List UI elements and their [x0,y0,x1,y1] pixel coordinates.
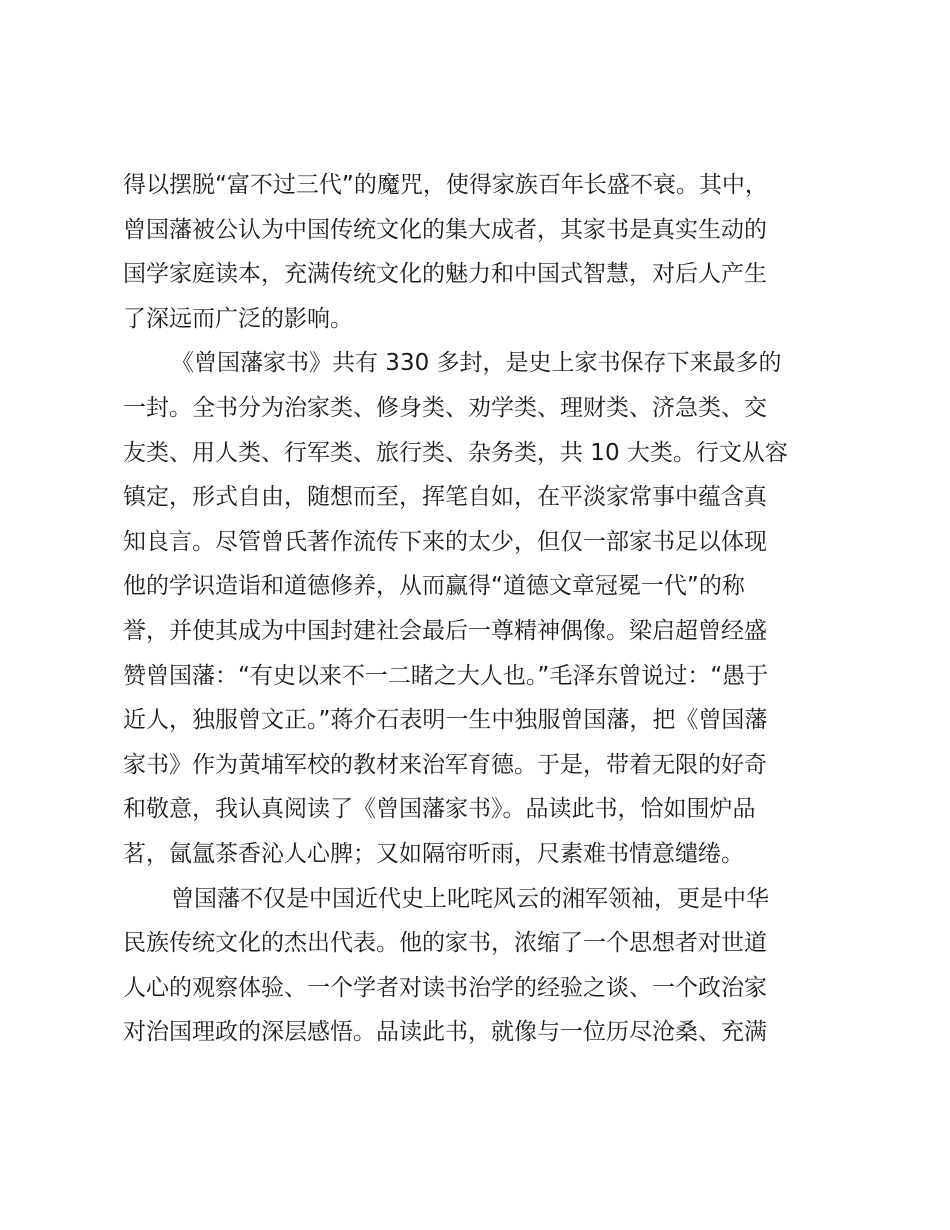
text-line: 得以摆脱“富不过三代”的魔咒，使得家族百年长盛不衰。其中， [123,172,768,198]
text-line: 近人，独服曾文正。”蒋介石表明一生中独服曾国藩，把《曾国藩 [123,707,768,734]
text-line: 和敬意，我认真阅读了《曾国藩家书》。品读此书，恰如围炉品 [123,796,756,823]
text-line: 曾国藩被公认为中国传统文化的集大成者，其家书是真实生动的 [123,216,767,243]
text-line: 镇定，形式自由，随想而至，挥笔自如，在平淡家常事中蕴含真 [123,484,767,511]
text-line: 人心的观察体验、一个学者对读书治学的经验之谈、一个政治家 [123,974,767,1001]
text-line: 茗，氤氲茶香沁人心脾；又如隔帘听雨，尺素难书情意缱绻。 [123,840,744,867]
text-line: 了深远而广泛的影响。 [123,305,353,332]
text-line: 一封。全书分为治家类、修身类、劝学类、理财类、济急类、交 [123,394,767,421]
text-line: 友类、用人类、行军类、旅行类、杂务类，共 10 大类。行文从容 [123,439,788,466]
text-line: 他的学识造诣和道德修养，从而赢得“道德文章冠冕一代”的称 [123,573,745,600]
paragraph-2 [123,341,838,876]
paragraph-1 [123,163,838,341]
text-line: 赞曾国藩：“有史以来不一二睹之大人也。”毛泽东曾说过：“愚于 [123,662,769,689]
paragraph-3 [123,877,838,1055]
text-line: 民族传统文化的杰出代表。他的家书，浓缩了一个思想者对世道 [123,930,767,957]
text-line: 国学家庭读本，充满传统文化的魅力和中国式智慧，对后人产生 [123,261,767,288]
text-line: 《曾国藩家书》共有 330 多封，是史上家书保存下来最多的 [171,350,782,377]
text-line: 曾国藩不仅是中国近代史上叱咤风云的湘军领袖，更是中华 [171,885,769,912]
text-line: 知良言。尽管曾氏著作流传下来的太少，但仅一部家书足以体现 [123,528,767,555]
text-line: 对治国理政的深层感悟。品读此书，就像与一位历尽沧桑、充满 [123,1019,767,1046]
text-line: 誉，并使其成为中国封建社会最后一尊精神偶像。梁启超曾经盛 [123,617,767,644]
text-line: 家书》作为黄埔军校的教材来治军育德。于是，带着无限的好奇 [123,751,767,778]
body-text [123,163,838,1055]
